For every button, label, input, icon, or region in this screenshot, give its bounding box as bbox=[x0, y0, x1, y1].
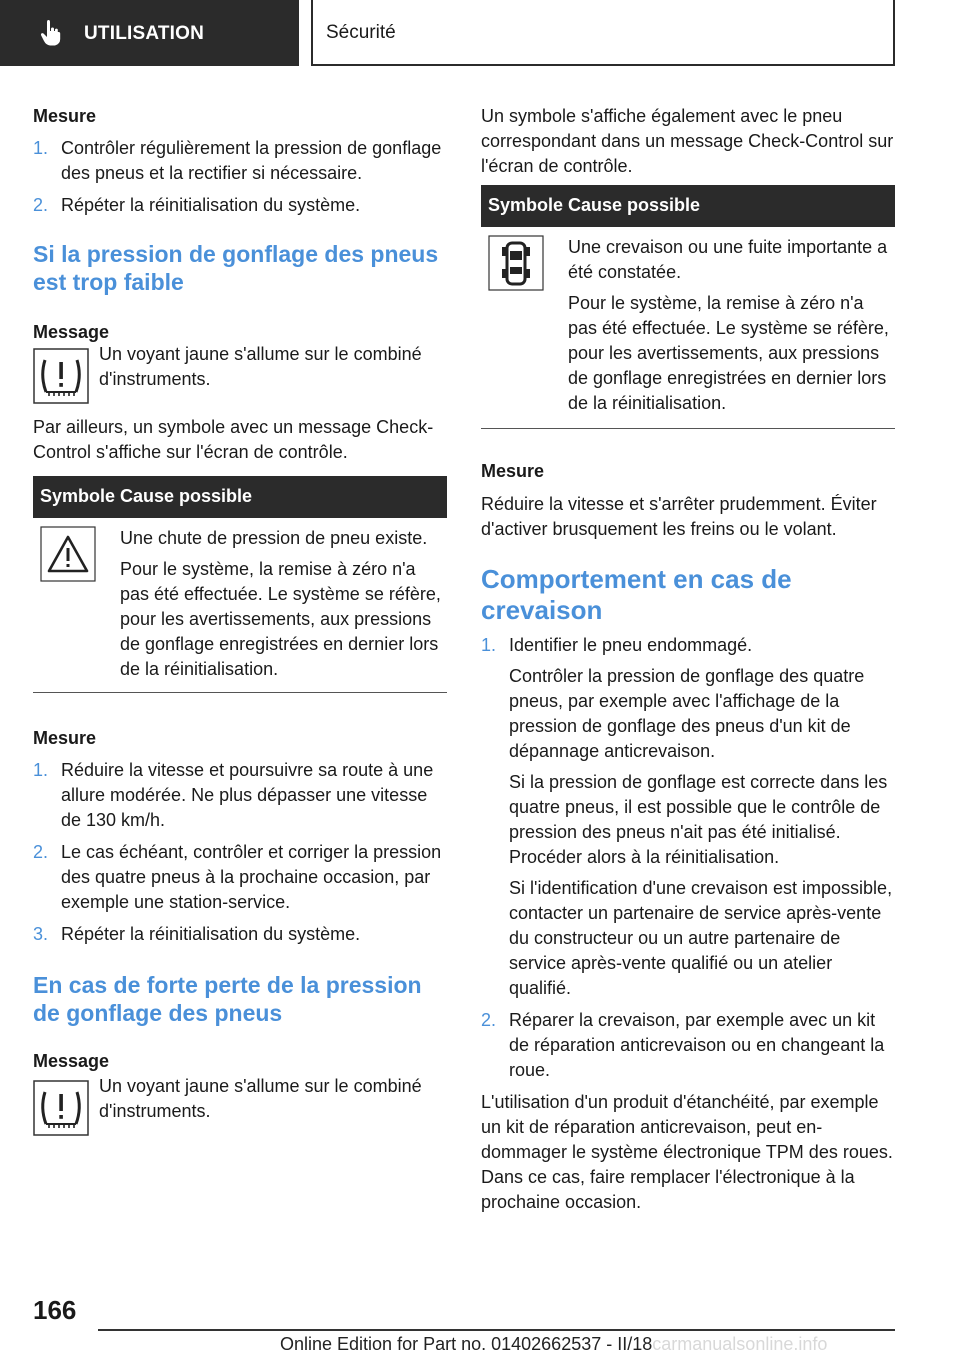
cause-text: Pour le système, la remise à zéro n'a pas été effectuée. Le système se réfère, pour les avertissements, aux pressions de gonflage enregistrées en dernier lors de la réinitialisation. bbox=[568, 293, 889, 413]
item-number: 2. bbox=[33, 842, 49, 862]
table-header bbox=[481, 185, 895, 227]
symbol-table bbox=[33, 476, 447, 693]
col-cause-header: Cause possible bbox=[568, 195, 701, 215]
table-row bbox=[33, 518, 447, 693]
list-item bbox=[33, 758, 447, 833]
item-text: Contrôler régulièrement la pression de gonflage des pneus et la rectifier si nécessaire. bbox=[61, 138, 442, 183]
car-flat-tire-icon bbox=[488, 235, 544, 291]
list-item bbox=[481, 633, 895, 1001]
mesure-title: Mesure bbox=[33, 728, 97, 748]
footer-edition bbox=[280, 1332, 827, 1357]
item-number: 1. bbox=[481, 635, 497, 655]
mesure-title: Mesure bbox=[481, 461, 545, 481]
footer-divider bbox=[98, 1329, 895, 1331]
cause-text: Une crevaison ou une fuite importante a été constatée. bbox=[568, 237, 888, 282]
col-symbol-header: Symbole bbox=[40, 486, 116, 506]
section-heading: Comportement en cas de crevaison bbox=[481, 564, 792, 625]
list-item bbox=[481, 1008, 895, 1083]
symbol-table bbox=[481, 185, 895, 429]
item-text: Le cas échéant, contrôler et corriger la pression des quatre pneus à la prochaine occasion, par exemple une station-service. bbox=[61, 842, 442, 912]
tire-pressure-warning-icon bbox=[33, 1080, 89, 1136]
table-header bbox=[33, 476, 447, 518]
section-heading: Si la pression de gonflage des pneus est trop faible bbox=[33, 241, 439, 295]
list-item bbox=[33, 136, 447, 186]
item-number: 3. bbox=[33, 924, 49, 944]
chapter-tab bbox=[311, 0, 895, 66]
item-number: 1. bbox=[33, 138, 49, 158]
paragraph: Par ailleurs, un symbole avec un message Check-Control s'affiche sur l'écran de contrôle. bbox=[33, 417, 434, 462]
item-subtext: Contrôler la pression de gonflage des quatre pneus, par exemple avec l'affichage de la pression de gonflage des pneus d'un kit de dépannage anticrevaison. bbox=[509, 666, 865, 761]
item-text: Réparer la crevaison, par exemple avec un kit de réparation anticrevaison ou en changeant la roue. bbox=[509, 1010, 885, 1080]
item-subtext: Si la pression de gonflage est correcte dans les quatre pneus, il est possible que le contrôle de pression des pneus n'ait pas été initialisé. Procéder alors à la réinitialisation. bbox=[509, 772, 888, 867]
item-number: 2. bbox=[481, 1010, 497, 1030]
right-column bbox=[481, 104, 895, 1215]
item-text: Réduire la vitesse et poursuivre sa route à une allure modérée. Ne plus dépasser une vitesse de 130 km/h. bbox=[61, 760, 434, 830]
section-tab bbox=[0, 0, 299, 66]
item-text: Répéter la réinitialisation du système. bbox=[61, 924, 361, 944]
warning-triangle-icon bbox=[40, 526, 96, 582]
mesure-title: Mesure bbox=[33, 106, 97, 126]
list-item bbox=[33, 193, 447, 218]
list-item bbox=[33, 922, 447, 947]
page-number: 166 bbox=[33, 1295, 77, 1325]
paragraph: Un symbole s'affiche également avec le pneu correspondant dans un message Check-Control sur l'écran de contrôle. bbox=[481, 106, 894, 176]
item-subtext: Si l'identification d'une crevaison est impossible, contacter un partenaire de service après-vente du constructeur ou un autre partenaire de service après-vente qualifié ou un atelier qualifié. bbox=[509, 878, 893, 998]
cause-text: Pour le système, la remise à zéro n'a pas été effectuée. Le système se réfère, pour les avertissements, aux pressions de gonflage enregistrées en dernier lors de la réinitialisation. bbox=[120, 559, 441, 679]
mesure-list bbox=[33, 758, 447, 947]
chapter-label: Sécurité bbox=[326, 21, 396, 43]
tire-pressure-warning-icon bbox=[33, 348, 89, 404]
paragraph: L'utilisation d'un produit d'étanchéité, par exemple un kit de réparation anticrevaison, peut endommager le système électronique TPM des roues. Dans ce cas, faire remplacer l'électronique à la prochaine occasion. bbox=[481, 1092, 893, 1212]
message-text: Un voyant jaune s'allume sur le combiné d'instruments. bbox=[99, 344, 422, 389]
section-label: UTILISATION bbox=[84, 22, 205, 44]
mesure-list bbox=[33, 136, 447, 218]
watermark-text: carmanualsonline.info bbox=[652, 1334, 828, 1354]
message-title: Message bbox=[33, 322, 110, 342]
item-text: Répéter la réinitialisation du système. bbox=[61, 195, 361, 215]
item-text: Identifier le pneu endommagé. bbox=[509, 635, 753, 655]
section-heading: En cas de forte perte de la pression de gonflage des pneus bbox=[33, 972, 422, 1026]
message-row bbox=[33, 344, 447, 404]
hand-pointer-icon bbox=[40, 20, 62, 46]
message-title: Message bbox=[33, 1051, 110, 1071]
left-column bbox=[33, 104, 447, 1136]
item-number: 1. bbox=[33, 760, 49, 780]
message-text: Un voyant jaune s'allume sur le combiné d'instruments. bbox=[99, 1076, 422, 1121]
cause-text: Une chute de pression de pneu existe. bbox=[120, 528, 428, 548]
col-symbol-header: Symbole bbox=[488, 195, 564, 215]
steps-list bbox=[481, 633, 895, 1083]
list-item bbox=[33, 840, 447, 915]
col-cause-header: Cause possible bbox=[120, 486, 253, 506]
paragraph: Réduire la vitesse et s'arrêter prudemment. Éviter d'activer brusquement les freins ou le volant. bbox=[481, 494, 877, 539]
item-number: 2. bbox=[33, 195, 49, 215]
table-row bbox=[481, 227, 895, 429]
message-row bbox=[33, 1076, 447, 1136]
edition-text: Online Edition for Part no. 01402662537 - II/18 bbox=[280, 1334, 653, 1354]
